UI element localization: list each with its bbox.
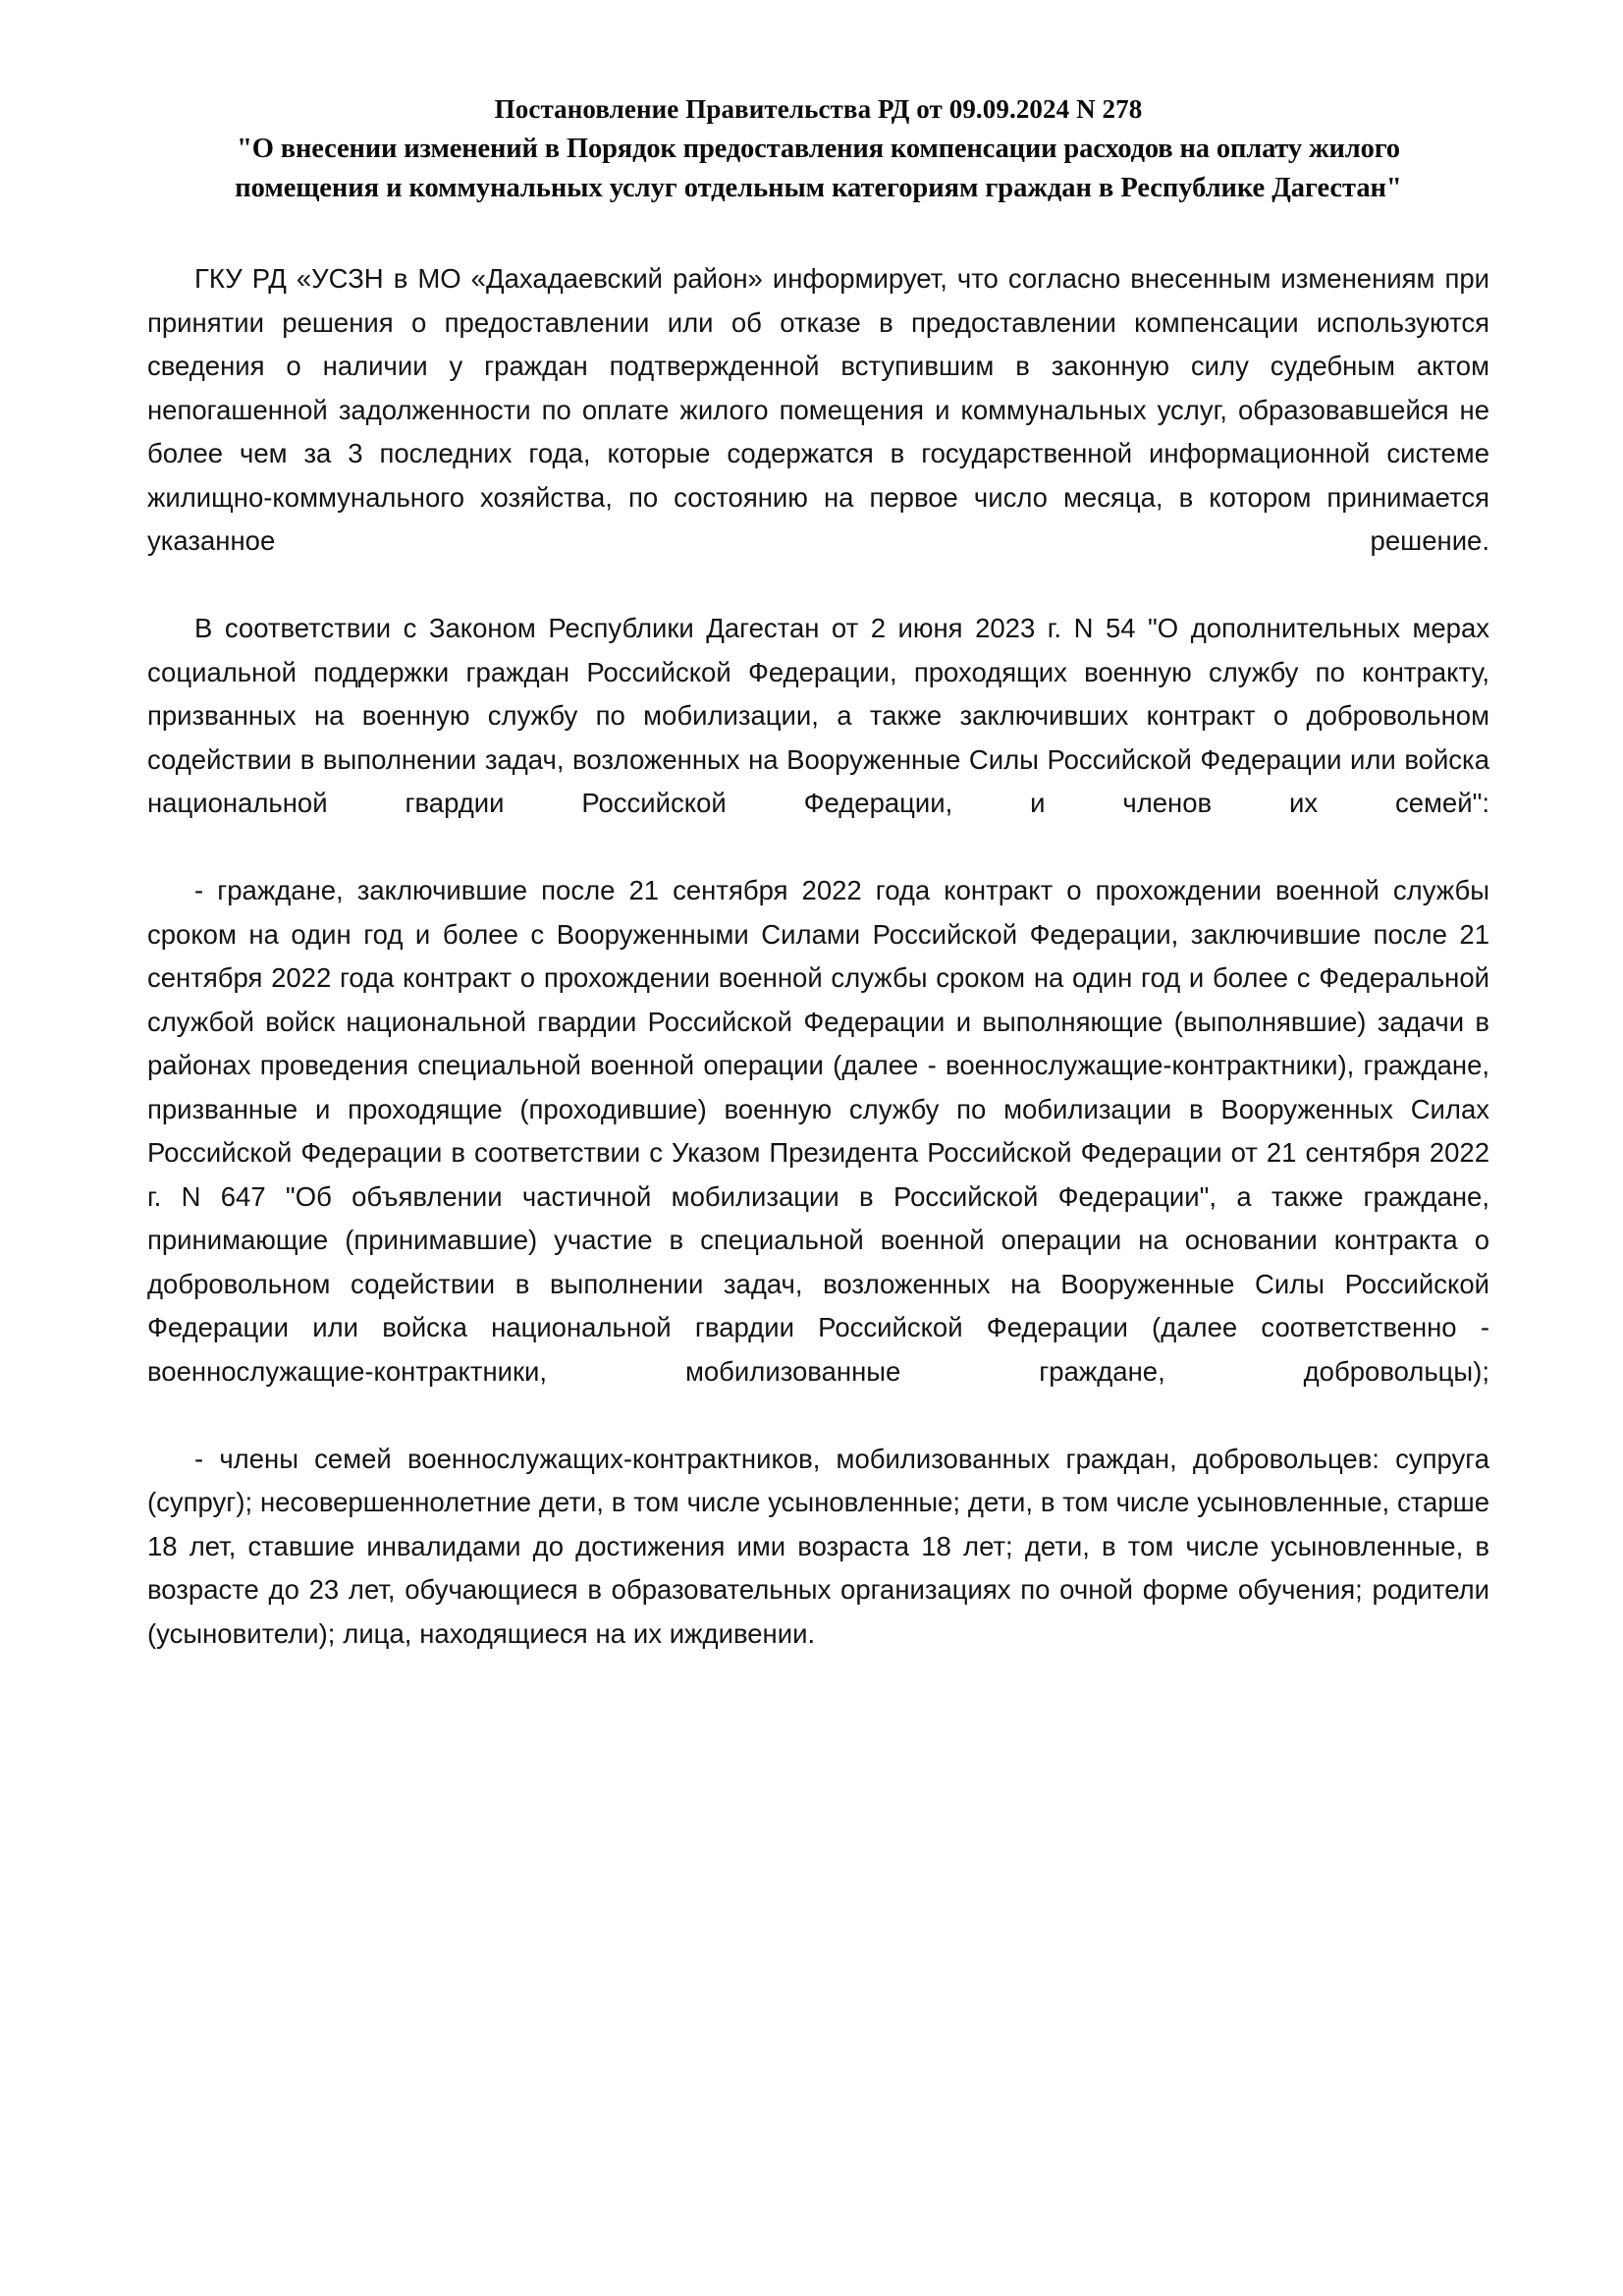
paragraph-category-servicemen: - граждане, заключившие после 21 сентября 2022 года контракт о прохождении военной службы сроком на один год и более с Вооруженными Силами Российской Федерации, заключившие после 21 сентября 2022 года контракт о прохождении военной службы сроком на один год и более с Федеральной службой войск национальной гвардии Российской Федерации и выполняющие (выполнявшие) задачи в районах проведения специальной военной операции (далее - военнослужащие-контрактники), граждане, призванные и проходящие (проходившие) военную службу по мобилизации в Вооруженных Силах Российской Федерации в соответствии с Указом Президента Российской Федерации от 21 сентября 2022 г. N 647 "Об объявлении частичной мобилизации в Российской Федерации", а также граждане, принимающие (принимавшие) участие в специальной военной операции на основании контракта о добровольном содействии в выполнении задач, возложенных на Вооруженные Силы Российской Федерации или войска национальной гвардии Российской Федерации (далее соответственно - военнослужащие-контрактники, мобилизованные граждане, добровольцы); (147, 875, 1489, 1387)
title-line-subject-2: помещения и коммунальных услуг отдельным категориям граждан в Республике Дагестан" (235, 173, 1402, 203)
title-line-decree-number: Постановление Правительства РД от 09.09.2024 N 278 (494, 94, 1143, 124)
paragraph-law-reference: В соответствии с Законом Республики Дагестан от 2 июня 2023 г. N 54 "О дополнительных мерах социальной поддержки граждан Российской Федерации, проходящих военную службу по контракту, призванных на военную службу по мобилизации, а также заключивших контракт о добровольном содействии в выполнении задач, возложенных на Вооруженные Силы Российской Федерации или войска национальной гвардии Российской Федерации, и членов их семей": (147, 613, 1489, 818)
document-body (147, 257, 1489, 1656)
paragraph-category-family-members: - члены семей военнослужащих-контрактников, мобилизованных граждан, добровольцев: супруга (супруг); несовершеннолетние дети, в том числе усыновленные; дети, в том числе усыновленные, старше 18 лет, ставшие инвалидами до достижения ими возраста 18 лет; дети, в том числе усыновленные, в возрасте до 23 лет, обучающиеся в образовательных организациях по очной форме обучения; родители (усыновители); лица, находящиеся на их иждивении. (147, 1443, 1489, 1649)
title-line-subject-1: "О внесении изменений в Порядок предоставления компенсации расходов на оплату жилого (237, 134, 1400, 164)
document-title-block (147, 90, 1489, 208)
document-content (147, 90, 1489, 1656)
paragraph-informational-notice: ГКУ РД «УСЗН в МО «Дахадаевский район» информирует, что согласно внесенным изменениям при принятии решения о предоставлении или об отказе в предоставлении компенсации используются сведения о наличии у граждан подтвержденной вступившим в законную силу судебным актом непогашенной задолженности по оплате жилого помещения и коммунальных услуг, образовавшейся не более чем за 3 последних года, которые содержатся в государственной информационной системе жилищно-коммунального хозяйства, по состоянию на первое число месяца, в котором принимается указанное решение. (147, 263, 1489, 556)
